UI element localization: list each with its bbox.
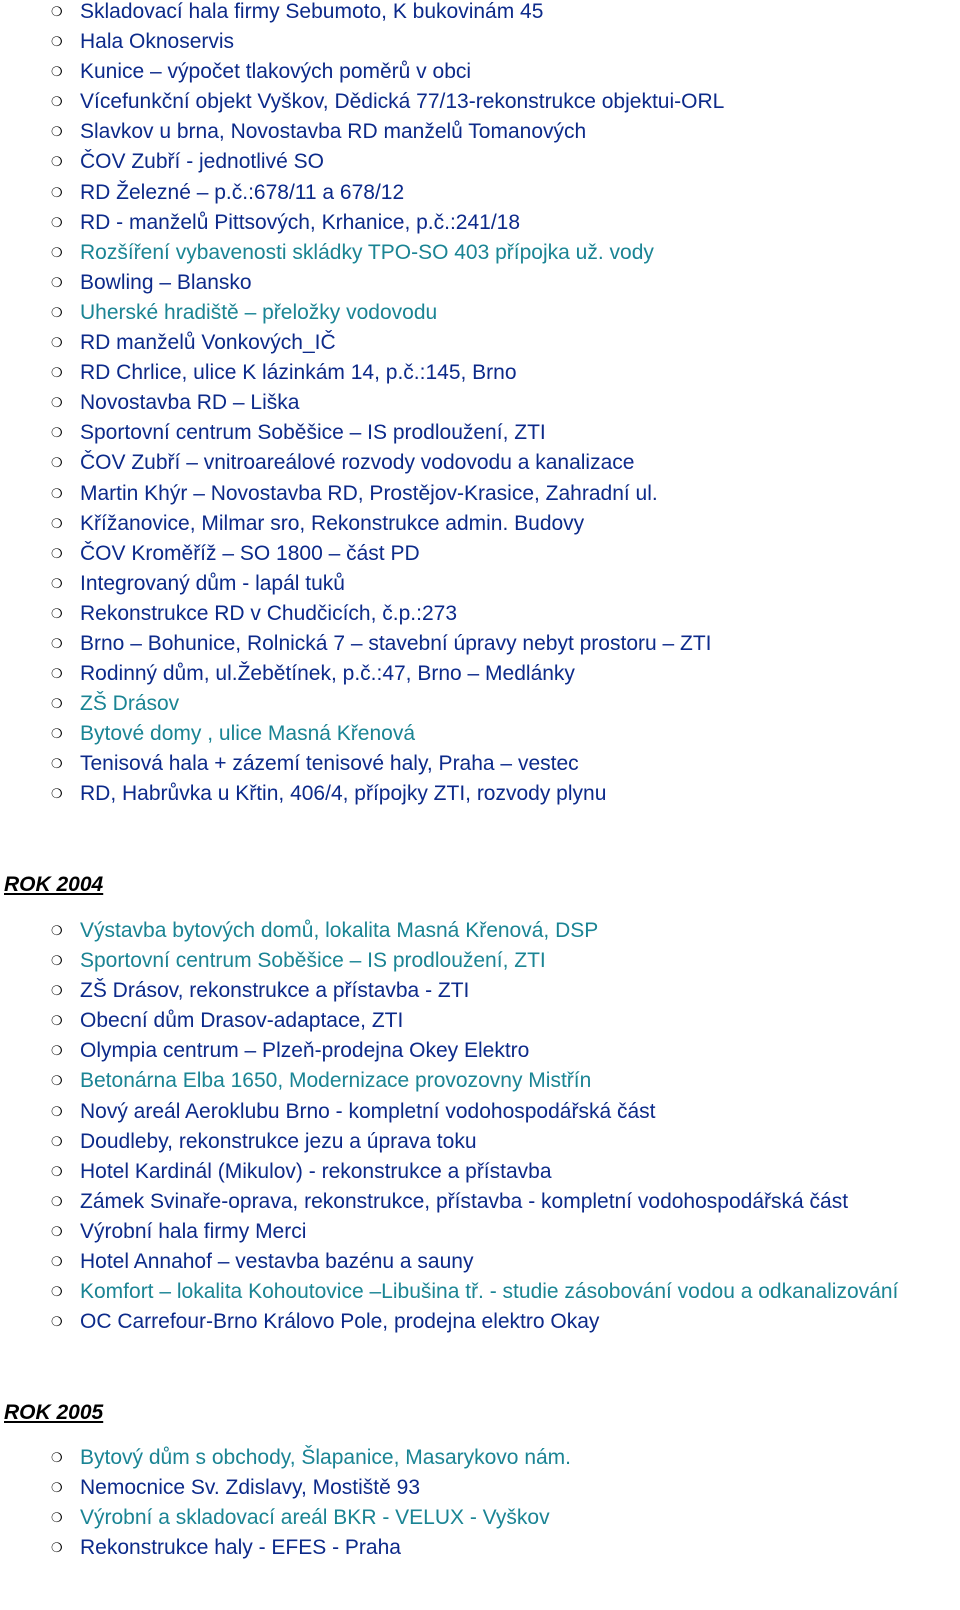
project-title: RD manželů Vonkových_IČ xyxy=(80,331,336,355)
list-item xyxy=(0,779,960,809)
project-title: Komfort – lokalita Kohoutovice –Libušina tř. - studie zásobování vodou a odkanalizování xyxy=(80,1280,899,1304)
list-item xyxy=(0,1127,960,1157)
hollow-circle-bullet-icon: ❍ xyxy=(51,304,63,320)
hollow-circle-bullet-icon: ❍ xyxy=(51,756,63,772)
project-title: ZŠ Drásov xyxy=(80,692,180,716)
project-title: Olympia centrum – Plzeň-prodejna Okey Elektro xyxy=(80,1039,530,1063)
hollow-circle-bullet-icon: ❍ xyxy=(51,605,63,621)
hollow-circle-bullet-icon: ❍ xyxy=(51,515,63,531)
project-title: Nový areál Aeroklubu Brno - kompletní vodohospodářská část xyxy=(80,1099,656,1123)
project-title: Výrobní a skladovací areál BKR - VELUX - Vyškov xyxy=(80,1506,550,1530)
list-item xyxy=(0,749,960,779)
list-item xyxy=(0,87,960,117)
list-item xyxy=(0,27,960,57)
hollow-circle-bullet-icon: ❍ xyxy=(51,1510,63,1526)
list-item xyxy=(0,946,960,976)
list-item xyxy=(0,147,960,177)
list-item xyxy=(0,1217,960,1247)
project-title: Rekonstrukce RD v Chudčicích, č.p.:273 xyxy=(80,601,457,625)
project-title: Hotel Kardinál (Mikulov) - rekonstrukce a přístavba xyxy=(80,1159,552,1183)
project-title: OC Carrefour-Brno Královo Pole, prodejna elektro Okay xyxy=(80,1310,600,1334)
project-title: Skladovací hala firmy Sebumoto, K bukovinám 45 xyxy=(80,0,544,23)
project-title: Kunice – výpočet tlakových poměrů v obci xyxy=(80,60,472,84)
list-item xyxy=(0,1097,960,1127)
hollow-circle-bullet-icon: ❍ xyxy=(51,244,63,260)
list-item xyxy=(0,916,960,946)
list-item xyxy=(0,1157,960,1187)
project-title: RD, Habrůvka u Křtin, 406/4, přípojky ZTI, rozvody plynu xyxy=(80,782,607,806)
list-item xyxy=(0,448,960,478)
list-item xyxy=(0,1066,960,1096)
project-title: Zámek Svinaře-oprava, rekonstrukce, přístavba - kompletní vodohospodářská část xyxy=(80,1189,849,1213)
hollow-circle-bullet-icon: ❍ xyxy=(51,696,63,712)
list-item xyxy=(0,208,960,238)
list-item xyxy=(0,268,960,298)
project-title: Sportovní centrum Soběšice – IS prodloužení, ZTI xyxy=(80,949,546,973)
list-item xyxy=(0,659,960,689)
project-title: Nemocnice Sv. Zdislavy, Mostiště 93 xyxy=(80,1476,420,1500)
project-list xyxy=(0,916,960,1337)
hollow-circle-bullet-icon: ❍ xyxy=(51,1073,63,1089)
hollow-circle-bullet-icon: ❍ xyxy=(51,154,63,170)
hollow-circle-bullet-icon: ❍ xyxy=(51,1450,63,1465)
hollow-circle-bullet-icon: ❍ xyxy=(51,1043,63,1059)
hollow-circle-bullet-icon: ❍ xyxy=(51,1254,63,1270)
hollow-circle-bullet-icon: ❍ xyxy=(51,1163,63,1179)
hollow-circle-bullet-icon: ❍ xyxy=(51,425,63,441)
hollow-circle-bullet-icon: ❍ xyxy=(51,184,63,200)
hollow-circle-bullet-icon: ❍ xyxy=(51,485,63,501)
project-title: Obecní dům Drasov-adaptace, ZTI xyxy=(80,1009,404,1033)
project-title: Hala Oknoservis xyxy=(80,30,235,54)
project-title: Výstavba bytových domů, lokalita Masná Křenová, DSP xyxy=(80,919,599,942)
list-item xyxy=(0,0,960,27)
project-title: Rekonstrukce haly - EFES - Praha xyxy=(80,1536,401,1560)
project-title: ČOV Zubří - jednotlivé SO xyxy=(80,150,324,174)
hollow-circle-bullet-icon: ❍ xyxy=(51,365,63,381)
list-item xyxy=(0,1533,960,1563)
list-item xyxy=(0,418,960,448)
list-item xyxy=(0,976,960,1006)
hollow-circle-bullet-icon: ❍ xyxy=(51,94,63,110)
list-item xyxy=(0,358,960,388)
list-item xyxy=(0,1443,960,1473)
project-title: Uherské hradiště – přeložky vodovodu xyxy=(80,300,438,324)
project-title: Vícefunkční objekt Vyškov, Dědická 77/13-rekonstrukce objektui-ORL xyxy=(80,90,725,114)
project-title: Křížanovice, Milmar sro, Rekonstrukce admin. Budovy xyxy=(80,511,585,535)
project-title: ČOV Zubří – vnitroareálové rozvody vodovodu a kanalizace xyxy=(80,451,635,475)
project-title: Tenisová hala + zázemí tenisové haly, Praha – vestec xyxy=(80,752,579,776)
list-item xyxy=(0,388,960,418)
list-item xyxy=(0,1006,960,1036)
project-title: Sportovní centrum Soběšice – IS prodloužení, ZTI xyxy=(80,421,546,445)
project-title: Bytové domy , ulice Masná Křenová xyxy=(80,722,415,746)
list-item xyxy=(0,599,960,629)
project-list-section-2005 xyxy=(0,1443,960,1563)
hollow-circle-bullet-icon: ❍ xyxy=(51,1103,63,1119)
hollow-circle-bullet-icon: ❍ xyxy=(51,1284,63,1300)
hollow-circle-bullet-icon: ❍ xyxy=(51,726,63,742)
project-title: RD Chrlice, ulice K lázinkám 14, p.č.:145, Brno xyxy=(80,361,517,385)
list-item xyxy=(0,178,960,208)
hollow-circle-bullet-icon: ❍ xyxy=(51,124,63,140)
hollow-circle-bullet-icon: ❍ xyxy=(51,953,63,969)
hollow-circle-bullet-icon: ❍ xyxy=(51,1133,63,1149)
project-title: Bowling – Blansko xyxy=(80,270,252,294)
project-title: Rodinný dům, ul.Žebětínek, p.č.:47, Brno – Medlánky xyxy=(80,662,575,686)
project-title: Bytový dům s obchody, Šlapanice, Masarykovo nám. xyxy=(80,1446,572,1469)
hollow-circle-bullet-icon: ❍ xyxy=(51,983,63,999)
list-item xyxy=(0,1247,960,1277)
hollow-circle-bullet-icon: ❍ xyxy=(51,4,63,19)
list-item xyxy=(0,689,960,719)
project-title: Betonárna Elba 1650, Modernizace provozovny Mistřín xyxy=(80,1069,592,1093)
project-title: Hotel Annahof – vestavba bazénu a sauny xyxy=(80,1250,474,1274)
project-title: ZŠ Drásov, rekonstrukce a přístavba - ZTI xyxy=(80,979,470,1003)
project-list-section-2004 xyxy=(0,916,960,1337)
list-item xyxy=(0,298,960,328)
list-item xyxy=(0,539,960,569)
list-item xyxy=(0,569,960,599)
project-title: Rozšíření vybavenosti skládky TPO-SO 403 přípojka už. vody xyxy=(80,240,654,264)
list-item xyxy=(0,719,960,749)
list-item xyxy=(0,1473,960,1503)
hollow-circle-bullet-icon: ❍ xyxy=(51,1480,63,1496)
list-item xyxy=(0,1277,960,1307)
list-item xyxy=(0,117,960,147)
hollow-circle-bullet-icon: ❍ xyxy=(51,1223,63,1239)
list-item xyxy=(0,1307,960,1337)
hollow-circle-bullet-icon: ❍ xyxy=(51,335,63,351)
list-item xyxy=(0,479,960,509)
project-title: Výrobní hala firmy Merci xyxy=(80,1219,307,1243)
list-item xyxy=(0,238,960,268)
hollow-circle-bullet-icon: ❍ xyxy=(51,1540,63,1556)
project-title: RD Železné – p.č.:678/11 a 678/12 xyxy=(80,180,405,204)
hollow-circle-bullet-icon: ❍ xyxy=(51,575,63,591)
hollow-circle-bullet-icon: ❍ xyxy=(51,1013,63,1029)
project-title: Integrovaný dům - lapál tuků xyxy=(80,571,345,595)
list-item xyxy=(0,328,960,358)
hollow-circle-bullet-icon: ❍ xyxy=(51,1314,63,1330)
list-item xyxy=(0,629,960,659)
hollow-circle-bullet-icon: ❍ xyxy=(51,64,63,80)
project-title: Novostavba RD – Liška xyxy=(80,391,300,415)
hollow-circle-bullet-icon: ❍ xyxy=(51,34,63,50)
hollow-circle-bullet-icon: ❍ xyxy=(51,545,63,561)
hollow-circle-bullet-icon: ❍ xyxy=(51,214,63,230)
list-item xyxy=(0,1036,960,1066)
project-title: Martin Khýr – Novostavba RD, Prostějov-Krasice, Zahradní ul. xyxy=(80,481,658,505)
hollow-circle-bullet-icon: ❍ xyxy=(51,666,63,682)
project-title: Doudleby, rekonstrukce jezu a úprava toku xyxy=(80,1129,477,1153)
hollow-circle-bullet-icon: ❍ xyxy=(51,395,63,411)
list-item xyxy=(0,1187,960,1217)
project-title: ČOV Kroměříž – SO 1800 – část PD xyxy=(80,541,420,565)
list-item xyxy=(0,509,960,539)
hollow-circle-bullet-icon: ❍ xyxy=(51,455,63,471)
year-heading-2005: ROK 2005 xyxy=(4,1401,104,1424)
list-item xyxy=(0,1503,960,1533)
hollow-circle-bullet-icon: ❍ xyxy=(51,635,63,651)
hollow-circle-bullet-icon: ❍ xyxy=(51,274,63,290)
hollow-circle-bullet-icon: ❍ xyxy=(51,923,63,938)
project-list xyxy=(0,1443,960,1563)
year-heading-2004: ROK 2004 xyxy=(4,873,104,896)
project-title: RD - manželů Pittsových, Krhanice, p.č.:241/18 xyxy=(80,210,521,234)
project-title: Brno – Bohunice, Rolnická 7 – stavební úpravy nebyt prostoru – ZTI xyxy=(80,631,712,655)
list-item xyxy=(0,57,960,87)
project-title: Slavkov u brna, Novostavba RD manželů Tomanových xyxy=(80,120,587,144)
hollow-circle-bullet-icon: ❍ xyxy=(51,1193,63,1209)
hollow-circle-bullet-icon: ❍ xyxy=(51,786,63,802)
